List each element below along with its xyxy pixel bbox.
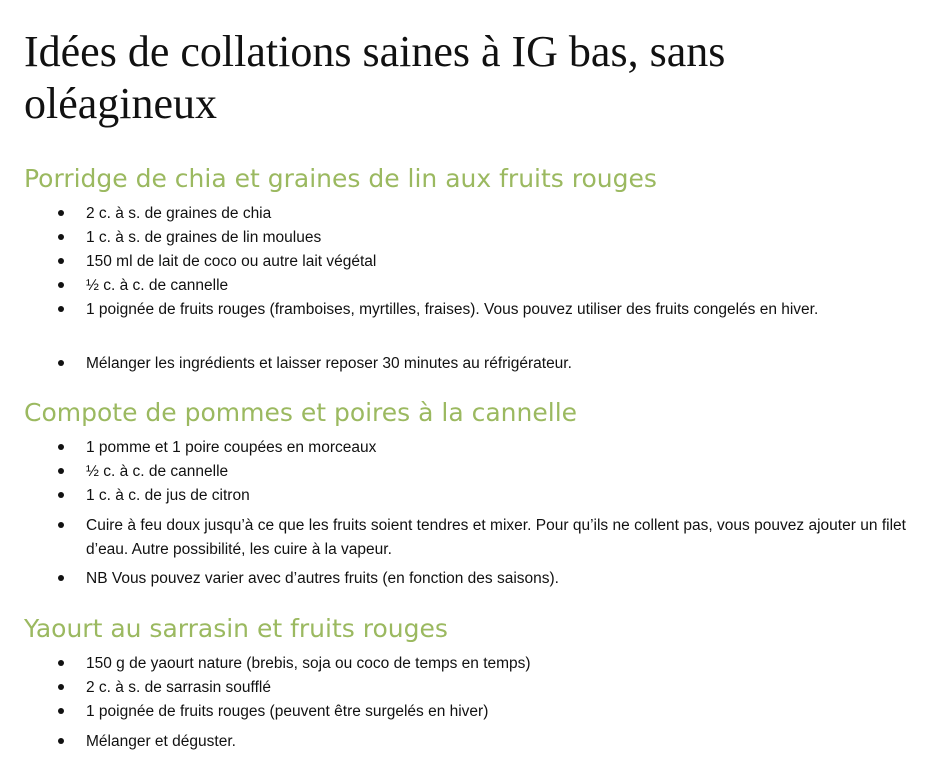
bullet-icon — [58, 660, 64, 666]
bullet-icon — [58, 360, 64, 366]
bullet-icon — [58, 738, 64, 744]
bullet-icon — [58, 210, 64, 216]
document-page: Idées de collations saines à IG bas, sans oléagineux Porridge de chia et graines de lin aux fruits rouges 2 c. à s. de graines de chia 1 c. à s. de graines de lin moulues 150 ml de lait de coco ou autre lait végétal ½ c. à c. de cannelle 1 poignée de fruits rouges (framboises, myrtilles, fraises). Vous pouvez utiliser des fruits congelés en hiver. Mélanger les ingrédients et laisser reposer 30 minutes au réfrigérateur. Compote de pommes et poires à la cannelle 1 pomme et 1 poire coupées en morceaux ½ c. à c. de cannelle 1 c. à c. de jus de citron Cuire à feu doux jusqu’à ce que les fruits soient tendres et mixer. Pour qu’ils ne collent pas, vous pouvez ajouter un filet d’eau. Autre possibilité, les cuire à la vapeur. NB Vous pouvez varier avec d’autres fruits (en fonction des saisons). Yaourt au sarrasin et fruits rouges 150 g de yaourt nature (brebis, soja ou coco de temps en temps) 2 c. à s. de sarrasin soufflé 1 poignée de fruits rouges (peuvent être surgelés en hiver) Mélanger et déguster. — [0, 0, 938, 768]
bullet-icon — [58, 575, 64, 581]
bullet-icon — [58, 306, 64, 312]
bullet-icon — [58, 708, 64, 714]
bullet-icon — [58, 258, 64, 264]
bullet-icon — [58, 282, 64, 288]
bullet-icon — [58, 444, 64, 450]
bullet-icon — [58, 522, 64, 528]
bullet-icon — [58, 234, 64, 240]
bullet-icon — [58, 468, 64, 474]
section-title-compote: Compote de pommes et poires à la cannelle — [24, 398, 578, 427]
document-title: Idées de collations saines à IG bas, sans oléagineux — [24, 27, 726, 128]
section-title-yaourt: Yaourt au sarrasin et fruits rouges — [24, 614, 448, 643]
section-title-porridge: Porridge de chia et graines de lin aux fruits rouges — [24, 164, 657, 193]
bullet-icon — [58, 492, 64, 498]
bullet-icon — [58, 684, 64, 690]
